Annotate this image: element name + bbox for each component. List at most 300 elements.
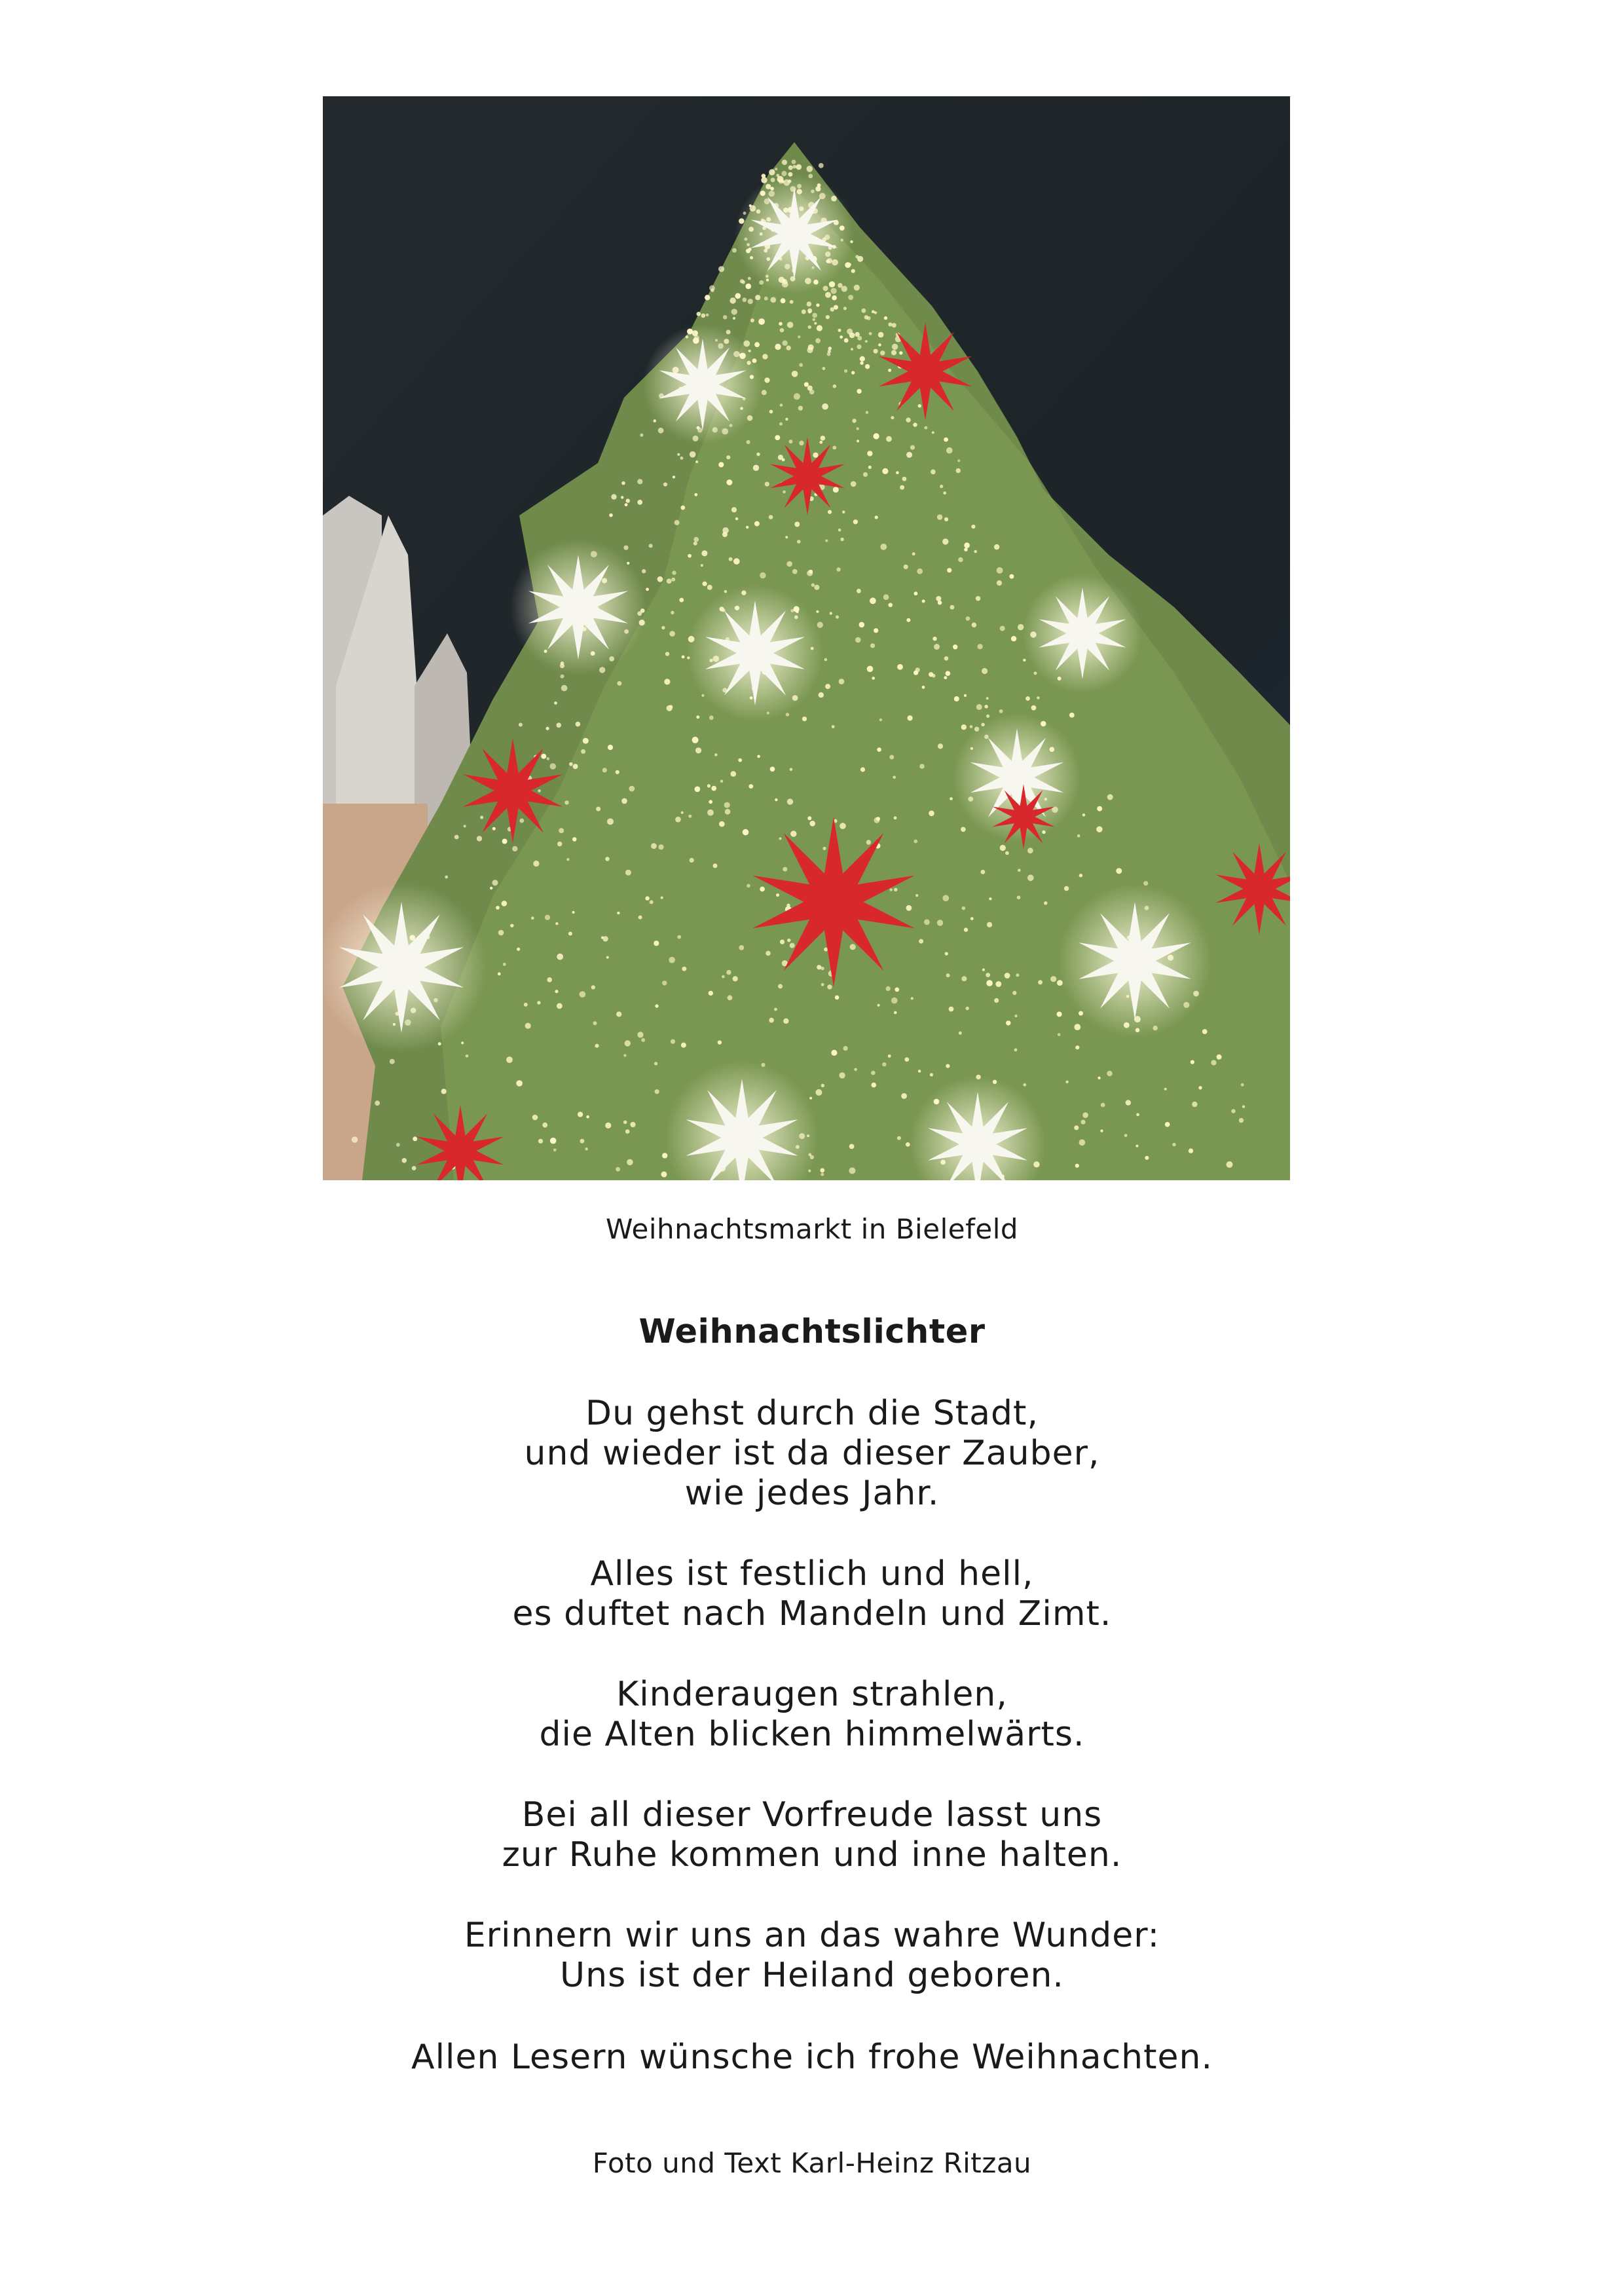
fairy-light	[857, 389, 861, 394]
fairy-light	[769, 410, 773, 414]
fairy-light	[412, 1166, 416, 1170]
fairy-light	[878, 332, 884, 338]
fairy-light	[944, 656, 949, 661]
fairy-light	[617, 912, 619, 914]
fairy-light	[897, 1136, 901, 1140]
fairy-light	[1242, 1105, 1245, 1108]
fairy-light	[787, 798, 793, 804]
fairy-light	[621, 496, 623, 498]
fairy-light	[828, 350, 831, 353]
fairy-light	[722, 527, 729, 534]
fairy-light	[1018, 868, 1021, 872]
fairy-light	[888, 369, 891, 372]
fairy-light	[681, 812, 684, 814]
fairy-light	[849, 1167, 855, 1174]
poem-stanza-1	[0, 1394, 1624, 1514]
fairy-light	[1202, 1029, 1208, 1034]
fairy-light	[843, 1046, 848, 1051]
fairy-light	[726, 479, 732, 485]
fairy-light	[821, 1084, 824, 1087]
fairy-light	[867, 451, 872, 456]
fairy-light	[866, 411, 869, 414]
poem-title: Weihnachtslichter	[638, 1313, 986, 1351]
fairy-light	[819, 441, 822, 444]
fairy-light	[674, 520, 680, 525]
fairy-light	[786, 561, 792, 567]
fairy-light	[891, 350, 896, 355]
fairy-light	[1074, 1024, 1080, 1030]
fairy-light	[718, 462, 724, 467]
fairy-light	[695, 787, 701, 793]
fairy-light	[860, 362, 863, 365]
fairy-light	[1081, 1120, 1086, 1125]
fairy-light	[813, 318, 816, 322]
fairy-light	[1126, 1100, 1131, 1105]
fairy-light	[502, 901, 507, 906]
fairy-light	[989, 897, 991, 900]
fairy-light	[693, 542, 697, 546]
fairy-light	[906, 905, 912, 911]
fairy-light	[822, 367, 826, 370]
fairy-light	[480, 815, 483, 819]
fairy-light	[836, 615, 839, 618]
poem-line: die Alten blicken himmelwärts.	[539, 1715, 1085, 1754]
fairy-light	[780, 940, 784, 944]
fairy-light	[769, 515, 773, 519]
fairy-light	[888, 603, 893, 607]
fairy-light	[778, 455, 783, 460]
fairy-light	[976, 704, 982, 710]
fairy-light	[922, 599, 925, 603]
fairy-light	[1164, 1088, 1167, 1091]
fairy-light	[851, 269, 855, 273]
fairy-light	[1023, 1083, 1026, 1087]
fairy-light	[555, 922, 558, 925]
fairy-light	[477, 836, 482, 841]
fairy-light	[564, 800, 568, 804]
fairy-light	[661, 897, 663, 899]
fairy-light	[677, 453, 680, 456]
fairy-light	[1005, 973, 1010, 979]
poem-stanza-3	[0, 1675, 1624, 1755]
fairy-light	[891, 416, 894, 419]
fairy-light	[919, 939, 923, 944]
fairy-light	[531, 916, 534, 920]
fairy-light	[669, 957, 675, 963]
fairy-light	[785, 418, 788, 421]
fairy-light	[865, 340, 868, 343]
fairy-light	[857, 336, 862, 341]
fairy-light	[775, 435, 780, 440]
fairy-light	[701, 314, 706, 318]
fairy-light	[918, 404, 921, 407]
poem-line: Uns ist der Heiland geboren.	[560, 1956, 1064, 1995]
fairy-light	[949, 1007, 954, 1012]
fairy-light	[756, 453, 760, 456]
fairy-light	[1135, 1145, 1138, 1148]
fairy-light	[739, 945, 744, 950]
fairy-light	[944, 676, 947, 679]
fairy-light	[601, 937, 604, 939]
fairy-light	[790, 943, 795, 948]
fairy-light	[886, 986, 891, 991]
fairy-light	[705, 295, 710, 300]
fairy-light	[626, 498, 630, 502]
fairy-light	[913, 422, 917, 426]
fairy-light	[857, 345, 861, 349]
fairy-light	[692, 737, 699, 743]
poem-line: Bei all dieser Vorfreude lasst uns	[521, 1795, 1103, 1835]
fairy-light	[936, 596, 941, 601]
fairy-light	[532, 1115, 538, 1121]
fairy-light	[807, 301, 812, 307]
fairy-light	[986, 980, 993, 986]
fairy-light	[546, 727, 549, 730]
poem-line: und wieder ist da dieser Zauber,	[524, 1434, 1100, 1473]
fairy-light	[706, 314, 709, 317]
fairy-light	[964, 542, 970, 548]
fairy-light	[823, 286, 828, 291]
fairy-light	[764, 297, 768, 301]
fairy-light	[880, 350, 885, 355]
fairy-light	[709, 715, 714, 720]
fairy-light	[840, 335, 843, 339]
fairy-light	[855, 255, 858, 258]
fairy-light	[847, 329, 853, 335]
fairy-light	[867, 316, 871, 320]
fairy-light	[732, 248, 737, 253]
fairy-light	[707, 784, 710, 787]
fairy-light	[870, 597, 876, 604]
fairy-light	[728, 996, 733, 1001]
fairy-light	[1198, 1086, 1202, 1089]
fairy-light	[1016, 973, 1019, 977]
fairy-light	[1075, 1045, 1079, 1049]
fairy-light	[821, 436, 826, 441]
fairy-light	[1027, 874, 1034, 881]
fairy-light	[814, 322, 817, 325]
fairy-light	[711, 786, 716, 791]
fairy-light	[542, 1123, 547, 1128]
fairy-light	[1082, 1112, 1088, 1118]
fairy-light	[913, 840, 917, 844]
fairy-light	[794, 393, 800, 400]
fairy-light	[798, 335, 800, 338]
poem-body	[0, 1394, 1624, 2117]
fairy-light	[857, 439, 859, 442]
fairy-light	[934, 644, 940, 650]
fairy-light	[769, 169, 775, 175]
fairy-light	[812, 313, 817, 318]
fairy-light	[987, 922, 992, 927]
fairy-light	[793, 165, 797, 169]
fairy-light	[964, 927, 968, 931]
fairy-light	[559, 828, 564, 833]
fairy-light	[688, 815, 692, 818]
fairy-light	[605, 857, 610, 861]
fairy-light	[842, 511, 845, 514]
fairy-light	[726, 970, 731, 975]
fairy-light	[851, 371, 855, 374]
fairy-light	[760, 572, 766, 578]
fairy-light	[445, 876, 448, 879]
fairy-light	[525, 1023, 531, 1029]
fairy-light	[986, 697, 989, 700]
fairy-light	[833, 487, 839, 493]
fairy-light	[813, 453, 818, 458]
fairy-light	[1000, 626, 1005, 631]
fairy-light	[723, 315, 727, 319]
fairy-light	[974, 550, 977, 553]
fairy-light	[938, 601, 942, 605]
fairy-light	[950, 797, 953, 800]
fairy-light	[627, 1159, 633, 1166]
fairy-light	[874, 349, 878, 354]
fairy-light	[1037, 696, 1040, 700]
fairy-light	[1065, 1081, 1068, 1083]
fairy-light	[557, 954, 563, 960]
fairy-light	[879, 718, 882, 721]
fairy-light	[1116, 868, 1122, 874]
fairy-light	[783, 491, 786, 494]
fairy-light	[1064, 886, 1069, 891]
fairy-light	[833, 384, 837, 388]
fairy-light	[957, 459, 960, 462]
fairy-light	[1044, 901, 1047, 905]
fairy-light	[718, 266, 724, 272]
fairy-light	[930, 1073, 933, 1076]
fairy-light	[1107, 1071, 1113, 1077]
fairy-light	[860, 356, 865, 362]
fairy-light	[970, 725, 973, 728]
fairy-light	[932, 431, 934, 434]
fairy-light	[454, 835, 459, 840]
fairy-light	[762, 354, 767, 359]
fairy-light	[778, 984, 783, 988]
fairy-light	[978, 644, 983, 649]
fairy-light	[510, 924, 513, 927]
poem-line: Allen Lesern wünsche ich frohe Weihnachten.	[411, 2038, 1213, 2077]
fairy-light	[623, 1054, 626, 1056]
fairy-light	[910, 445, 915, 450]
fairy-light	[466, 1054, 469, 1058]
fairy-light	[580, 1139, 585, 1144]
fairy-light	[924, 426, 927, 430]
fairy-light	[707, 585, 712, 590]
fairy-light	[1014, 1015, 1017, 1017]
fairy-light	[844, 369, 847, 373]
fairy-light	[894, 1011, 897, 1015]
fairy-light	[1050, 976, 1056, 982]
fairy-light	[830, 307, 835, 312]
fairy-light	[496, 906, 500, 910]
fairy-light	[807, 166, 813, 172]
fairy-light	[625, 503, 628, 506]
fairy-light	[849, 1144, 855, 1149]
fairy-light	[832, 295, 837, 301]
fairy-light	[959, 1032, 962, 1035]
fairy-light	[352, 1136, 358, 1143]
fairy-light	[964, 694, 967, 697]
fairy-light	[682, 656, 685, 659]
fairy-light	[972, 622, 977, 627]
fairy-light	[658, 844, 663, 849]
fairy-light	[743, 829, 749, 836]
fairy-light	[1034, 671, 1037, 675]
fairy-light	[596, 807, 600, 812]
fairy-light	[894, 888, 898, 892]
fairy-light	[779, 322, 783, 326]
fairy-light	[851, 348, 853, 350]
fairy-light	[919, 764, 925, 769]
fairy-light	[519, 819, 524, 823]
fairy-light	[944, 517, 948, 521]
fairy-light	[1023, 659, 1025, 662]
fairy-light	[781, 298, 786, 303]
fairy-light	[724, 802, 730, 808]
fairy-light	[836, 567, 840, 571]
fairy-light	[896, 471, 899, 474]
fairy-light	[585, 1148, 588, 1151]
fairy-light	[741, 280, 745, 284]
fairy-light	[1098, 1077, 1100, 1079]
fairy-light	[866, 840, 871, 844]
fairy-light	[720, 780, 724, 783]
fairy-light	[792, 569, 798, 574]
fairy-light	[748, 277, 751, 280]
fairy-light	[780, 328, 784, 333]
fairy-light	[872, 1083, 877, 1088]
fairy-light	[826, 315, 830, 319]
fairy-light	[932, 637, 936, 641]
poem-line: zur Ruhe kommen und inne halten.	[502, 1835, 1122, 1875]
fairy-light	[753, 465, 759, 471]
fairy-light	[821, 983, 824, 986]
fairy-light	[872, 310, 875, 314]
fairy-light	[865, 364, 870, 369]
fairy-light	[915, 667, 920, 672]
fairy-light	[1025, 696, 1030, 701]
fairy-light	[533, 861, 539, 867]
fairy-light	[492, 827, 496, 830]
fairy-light	[825, 292, 831, 298]
fairy-light	[871, 1071, 876, 1075]
poem-stanza-6	[0, 2036, 1624, 2076]
fairy-light	[1074, 1125, 1079, 1130]
fairy-light	[783, 867, 787, 872]
fairy-light	[807, 347, 813, 353]
fairy-light	[815, 1089, 822, 1096]
fairy-light	[746, 284, 752, 289]
fairy-light	[828, 510, 832, 514]
fairy-light	[1031, 705, 1037, 711]
fairy-light	[787, 322, 794, 328]
fairy-light	[770, 297, 776, 303]
fairy-light	[637, 479, 642, 484]
fairy-light	[825, 539, 828, 542]
fairy-light	[1000, 845, 1006, 851]
fairy-light	[908, 715, 913, 720]
fairy-light	[997, 567, 1003, 574]
fairy-light	[550, 763, 557, 770]
fairy-light	[1096, 827, 1102, 832]
fairy-light	[870, 643, 875, 648]
fairy-light	[775, 798, 777, 801]
fairy-light	[754, 342, 760, 347]
fairy-light	[779, 422, 783, 426]
fairy-light	[888, 1054, 891, 1058]
fairy-light	[915, 894, 918, 897]
fairy-light	[464, 825, 466, 827]
fairy-light	[566, 858, 569, 861]
fairy-light	[931, 470, 936, 475]
fairy-light	[586, 1115, 589, 1119]
fairy-light	[852, 419, 856, 422]
fairy-light	[825, 684, 830, 689]
fairy-light	[848, 295, 853, 300]
fairy-light	[645, 896, 649, 900]
fairy-light	[859, 622, 865, 628]
fairy-light	[940, 485, 943, 488]
fairy-light	[731, 507, 737, 512]
fairy-light	[709, 800, 712, 804]
fairy-light	[999, 709, 1003, 713]
fairy-light	[625, 870, 631, 876]
fairy-light	[853, 519, 858, 524]
fairy-light	[1038, 980, 1043, 984]
fairy-light	[750, 318, 754, 322]
fairy-light	[945, 952, 948, 956]
fairy-light	[655, 1089, 659, 1094]
fairy-light	[785, 536, 788, 538]
fairy-light	[616, 770, 619, 774]
fairy-light	[883, 594, 889, 600]
fairy-light	[764, 377, 769, 382]
fairy-light	[943, 491, 946, 494]
fairy-light	[808, 310, 811, 313]
fairy-light	[621, 481, 625, 485]
fairy-light	[779, 837, 781, 840]
fairy-light	[802, 717, 807, 721]
fairy-light	[560, 675, 564, 679]
fairy-light	[642, 569, 646, 573]
fairy-light	[816, 610, 819, 613]
fairy-light	[840, 823, 846, 829]
fairy-light	[580, 991, 586, 998]
fairy-light	[396, 1143, 400, 1147]
photo-caption: Weihnachtsmarkt in Bielefeld	[605, 1213, 1019, 1245]
fairy-light	[906, 618, 910, 622]
fairy-light	[629, 786, 635, 792]
poem-line: Kinderaugen strahlen,	[616, 1675, 1008, 1714]
fairy-light	[822, 847, 826, 850]
fairy-light	[790, 830, 796, 836]
fairy-light	[694, 493, 697, 496]
fairy-light	[625, 1129, 630, 1134]
fairy-light	[1227, 1161, 1233, 1168]
fairy-light	[623, 546, 628, 550]
fairy-light	[961, 827, 966, 832]
fairy-light	[755, 295, 760, 300]
fairy-light	[1124, 1134, 1128, 1137]
fairy-light	[775, 344, 781, 350]
fairy-light	[1079, 874, 1082, 877]
fairy-light	[696, 715, 699, 718]
fairy-light	[1079, 1140, 1086, 1146]
fairy-light	[787, 939, 790, 942]
fairy-light	[657, 576, 663, 582]
fairy-light	[994, 998, 999, 1003]
